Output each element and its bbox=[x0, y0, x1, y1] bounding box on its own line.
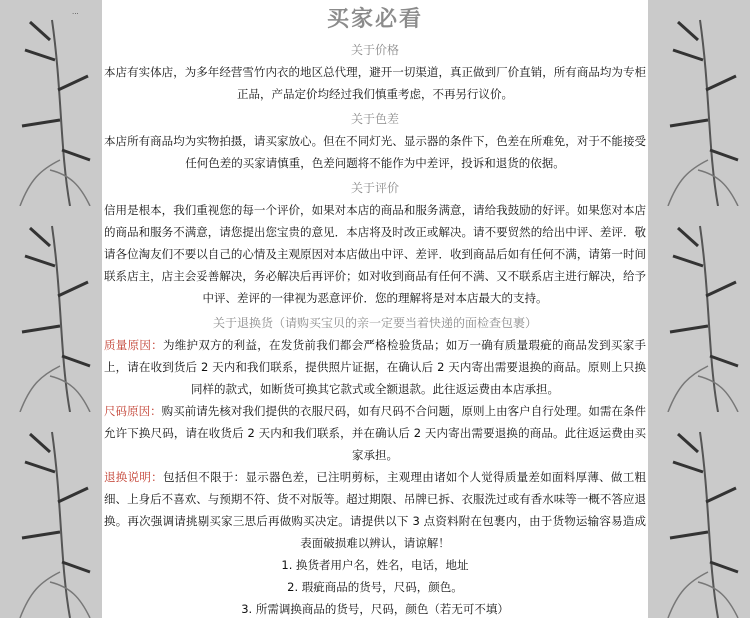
section-text-price: 本店有实体店，为多年经营雪竹内衣的地区总代理，避开一切渠道，真正做到厂价直销，所有商品均为专柜正品，产品定价均经过我们慎重考虑，不再另行议价。 bbox=[104, 65, 646, 101]
returns-quality bbox=[104, 334, 646, 400]
section-title-color: 关于色差 bbox=[350, 112, 399, 126]
bamboo-painting bbox=[0, 206, 102, 412]
section-title-returns: 关于退换货（请购买宝贝的亲一定要当着快递的面检查包裹） bbox=[212, 316, 537, 330]
bamboo-painting bbox=[648, 0, 750, 206]
svg-text:···: ··· bbox=[72, 10, 79, 18]
bamboo-painting bbox=[648, 412, 750, 618]
bamboo-painting bbox=[0, 0, 102, 206]
quality-text: 为维护双方的利益，在发货前我们都会严格检验货品；如万一确有质量瑕疵的商品发到买家手上，请在收到货后 2 天内和我们联系，提供照片证据，在确认后 2 天内寄出需要退换的商品。原则上只换同样的款式，如断货可换其它款式或全额退款。此往返运费由本店承担。 bbox=[104, 338, 647, 396]
size-text: 购买前请先核对我们提供的衣服尺码，如有尺码不合问题，原则上由客户自行处理。如需在条件允许下换尺码，请在收货后 2 天内和我们联系，并在确认后 2 天内寄出需要退换的商品。此往返运费由买家承担。 bbox=[104, 404, 647, 462]
quality-label: 质量原因： bbox=[104, 338, 163, 352]
returns-size bbox=[104, 400, 646, 466]
list-item: 2. 瑕疵商品的货号，尺码，颜色。 bbox=[287, 580, 463, 594]
section-title-review: 关于评价 bbox=[350, 181, 399, 195]
returns-note bbox=[104, 466, 646, 554]
section-text-review: 信用是根本，我们重视您的每一个评价，如果对本店的商品和服务满意，请给我鼓励的好评。如果您对本店的商品和服务不满意，请您提出您宝贵的意见．本店将及时改正或解决。请不要贸然的给出中评、差评．敬请各位淘友们不要以自己的心情及主观原因对本店做出中评、差评．收到商品后如有任何不满，请第一时间联系店主，店主会妥善解决，务必解决后再评价；如对收到商品有任何不满、又不联系店主进行解决，给予中评、差评的一律视为恶意评价．您的理解将是对本店最大的支持。 bbox=[104, 203, 646, 305]
section-title-price: 关于价格 bbox=[350, 43, 399, 57]
note-text: 包括但不限于：显示器色差，已注明剪标，主观理由诸如个人觉得质量差如面料厚薄、做工粗细、上身后不喜欢、与预期不符、货不对版等。超过期限、吊牌已拆、衣服洗过或有香水味等一概不答应退换。再次强调请挑剔买家三思后再做购买决定。请提供以下 3 点资料附在包裹内，由于货物运输容易造成表面破损难以辨认，请谅解！ bbox=[104, 470, 647, 550]
right-bamboo-panel bbox=[648, 0, 750, 618]
list-item: 1. 换货者用户名，姓名，电话，地址 bbox=[281, 558, 469, 572]
left-bamboo-panel bbox=[0, 0, 102, 618]
note-label: 退换说明： bbox=[104, 470, 163, 484]
bamboo-painting bbox=[648, 206, 750, 412]
notice-content bbox=[102, 0, 648, 618]
size-label: 尺码原因： bbox=[104, 404, 162, 418]
bamboo-painting bbox=[0, 412, 102, 618]
page-title: 买家必看 bbox=[326, 7, 423, 32]
list-item: 3. 所需调换商品的货号，尺码，颜色（若无可不填） bbox=[241, 602, 509, 616]
section-text-color: 本店所有商品均为实物拍摄，请买家放心。但在不同灯光、显示器的条件下，色差在所难免，对于不能接受任何色差的买家请慎重，色差问题将不能作为中差评，投诉和退货的依据。 bbox=[104, 134, 646, 170]
